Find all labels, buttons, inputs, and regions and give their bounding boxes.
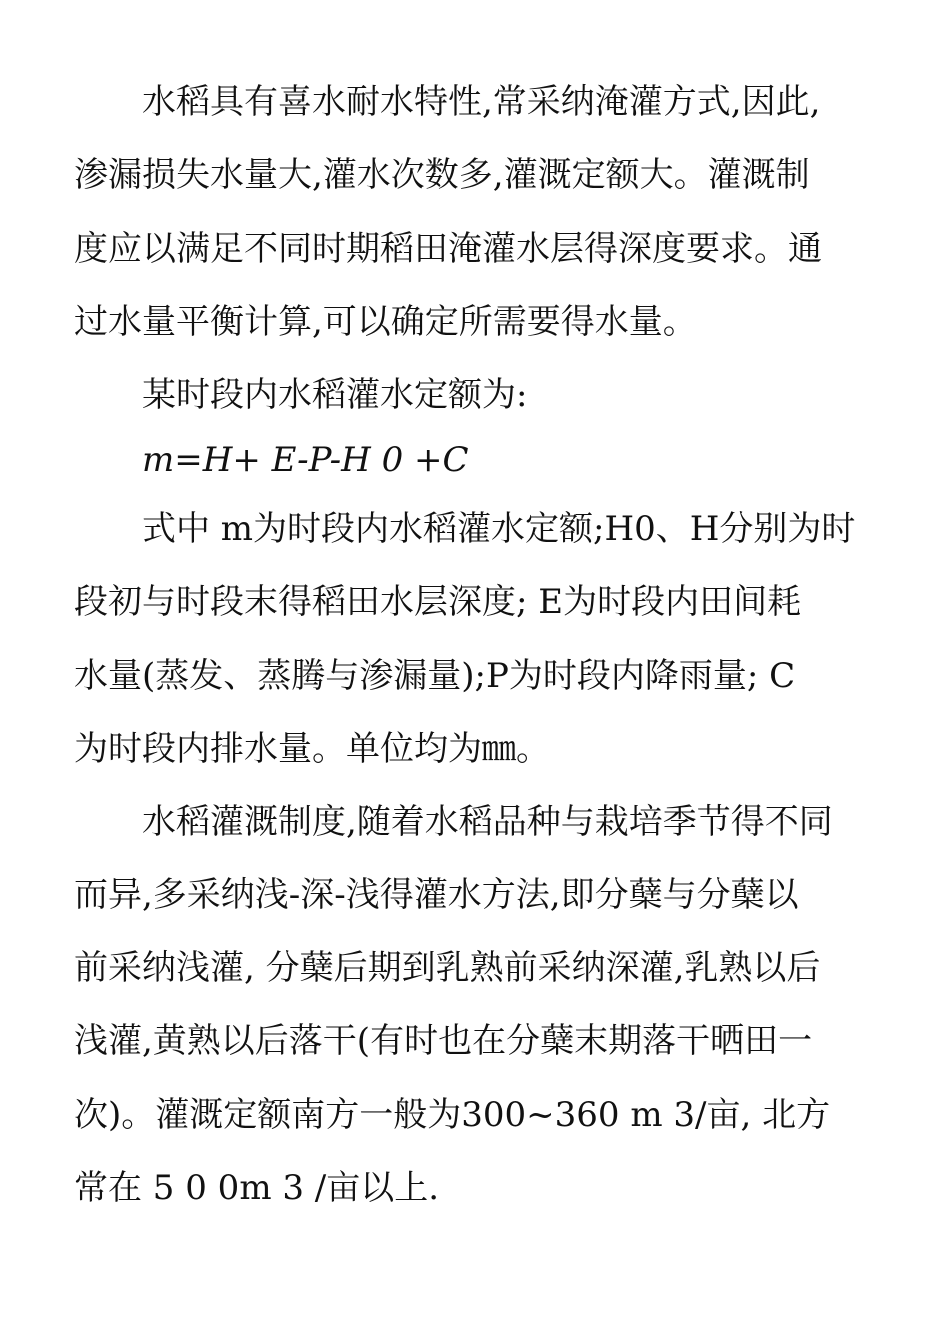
paragraph-4-line-6: 常在 5 0 0m 3 /亩以上. xyxy=(74,1168,440,1208)
paragraph-3-line-2: 段初与时段末得稻田水层深度; E为时段内田间耗 xyxy=(74,582,802,622)
paragraph-4-line-4: 浅灌,黄熟以后落干(有时也在分蘖末期落干晒田一 xyxy=(74,1021,813,1061)
paragraph-4-line-3: 前采纳浅灌, 分蘖后期到乳熟前采纳深灌,乳熟以后 xyxy=(74,948,821,988)
paragraph-4-line-5: 次)。灌溉定额南方一般为300~360 m 3/亩, 北方 xyxy=(74,1095,831,1135)
paragraph-4-line-2: 而异,多采纳浅-深-浅得灌水方法,即分蘖与分蘖以 xyxy=(74,875,799,915)
paragraph-1-line-2: 渗漏损失水量大,灌水次数多,灌溉定额大。灌溉制 xyxy=(74,155,810,195)
paragraph-1-line-4: 过水量平衡计算,可以确定所需要得水量。 xyxy=(74,302,697,342)
paragraph-3-line-4: 为时段内排水量。单位均为㎜。 xyxy=(74,729,550,769)
formula-line: m=H+ E-P-H 0 +C xyxy=(142,440,469,480)
paragraph-1-line-1: 水稻具有喜水耐水特性,常采纳淹灌方式,因此, xyxy=(142,82,821,122)
paragraph-3-line-3: 水量(蒸发、蒸腾与渗漏量);P为时段内降雨量; C xyxy=(74,656,796,696)
paragraph-4-line-1: 水稻灌溉制度,随着水稻品种与栽培季节得不同 xyxy=(142,802,833,842)
paragraph-1-line-3: 度应以满足不同时期稻田淹灌水层得深度要求。通 xyxy=(74,229,822,269)
paragraph-2-line-1: 某时段内水稻灌水定额为: xyxy=(142,375,528,415)
paragraph-3-line-1: 式中 m为时段内水稻灌水定额;H0、H分别为时 xyxy=(142,509,856,549)
